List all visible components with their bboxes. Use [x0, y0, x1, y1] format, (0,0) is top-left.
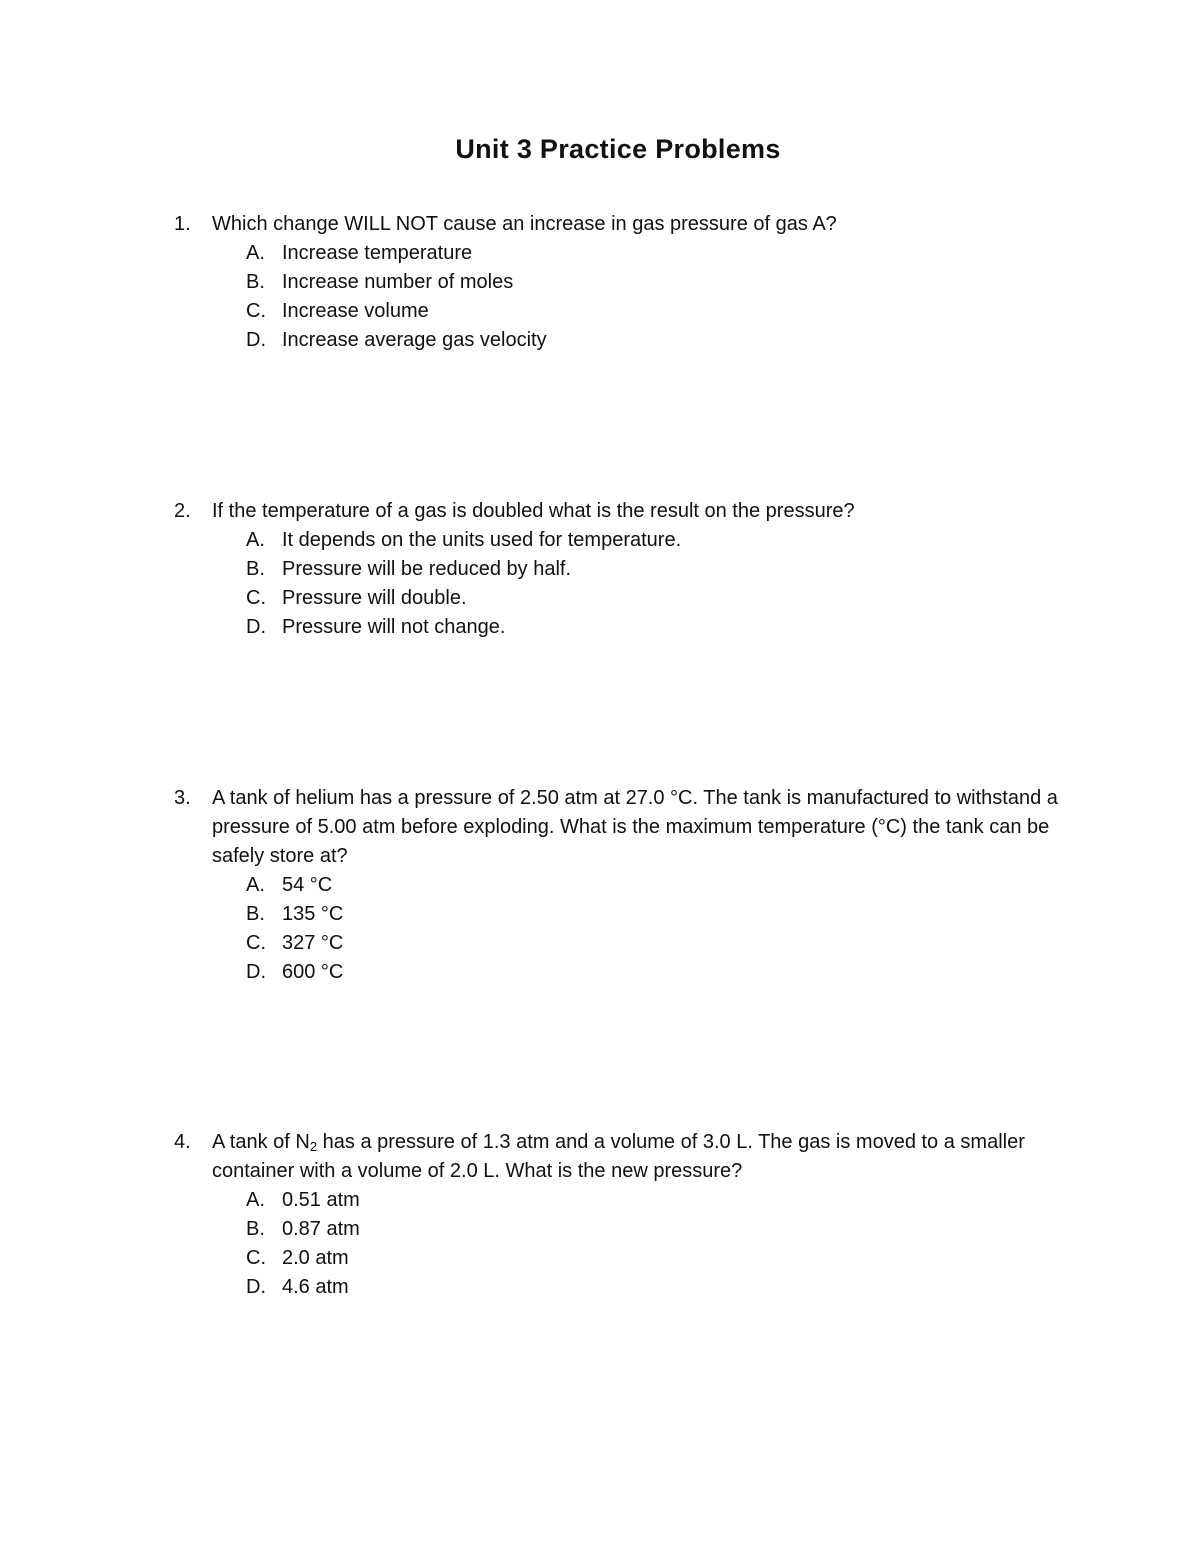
option-letter: C. — [246, 932, 266, 954]
option-letter: A. — [246, 874, 265, 896]
option-letter: A. — [246, 529, 265, 551]
option-letter: D. — [246, 961, 266, 983]
question-text — [212, 1128, 1074, 1186]
option-text: It depends on the units used for temperature. — [282, 529, 682, 551]
answer-option — [174, 958, 1074, 987]
question-number: 1. — [174, 213, 191, 235]
page-title: Unit 3 Practice Problems — [455, 134, 781, 164]
option-text: Pressure will be reduced by half. — [282, 558, 572, 580]
question-number: 3. — [174, 787, 191, 809]
option-text: 327 °C — [282, 932, 344, 954]
option-text: Pressure will double. — [282, 587, 467, 609]
answer-options — [174, 871, 1074, 987]
question-stem — [174, 210, 1074, 239]
question-3 — [174, 784, 1074, 987]
option-letter: A. — [246, 1189, 265, 1211]
answer-option — [174, 555, 1074, 584]
question-stem — [174, 497, 1074, 526]
option-letter: D. — [246, 616, 266, 638]
option-letter: C. — [246, 587, 266, 609]
option-text: 0.51 atm — [282, 1189, 360, 1211]
question-text: Which change WILL NOT cause an increase in gas pressure of gas A? — [212, 213, 837, 235]
option-letter: C. — [246, 1247, 266, 1269]
answer-options — [174, 526, 1074, 642]
question-stem — [174, 1128, 1074, 1186]
question-stem — [174, 784, 1074, 871]
option-text: 4.6 atm — [282, 1276, 349, 1298]
option-text: Increase volume — [282, 300, 429, 322]
answer-option — [174, 268, 1074, 297]
question-text: If the temperature of a gas is doubled what is the result on the pressure? — [212, 500, 855, 522]
option-text: Pressure will not change. — [282, 616, 506, 638]
option-text: 600 °C — [282, 961, 344, 983]
option-letter: B. — [246, 558, 265, 580]
option-text: 54 °C — [282, 874, 333, 896]
answer-option — [174, 297, 1074, 326]
option-letter: B. — [246, 271, 265, 293]
question-1 — [174, 210, 1074, 355]
answer-option — [174, 239, 1074, 268]
option-letter: D. — [246, 329, 266, 351]
subscript-2: 2 — [309, 1139, 318, 1154]
answer-option — [174, 1215, 1074, 1244]
question-number: 4. — [174, 1131, 191, 1153]
answer-options — [174, 1186, 1074, 1302]
answer-option — [174, 526, 1074, 555]
answer-option — [174, 1186, 1074, 1215]
answer-options — [174, 239, 1074, 355]
answer-option — [174, 929, 1074, 958]
question-number: 2. — [174, 500, 191, 522]
option-letter: B. — [246, 903, 265, 925]
question-2 — [174, 497, 1074, 642]
option-letter: C. — [246, 300, 266, 322]
question-text: A tank of helium has a pressure of 2.50 atm at 27.0 °C. The tank is manufactured to withstand a pressure of 5.00 atm before exploding. What is the maximum temperature (°C) the tank can be safely store at? — [212, 787, 1058, 867]
answer-option — [174, 1244, 1074, 1273]
option-text: Increase temperature — [282, 242, 473, 264]
question-4 — [174, 1128, 1074, 1302]
option-text: 135 °C — [282, 903, 344, 925]
answer-option — [174, 584, 1074, 613]
question-text-start: A tank of N — [212, 1131, 310, 1153]
option-text: Increase number of moles — [282, 271, 514, 293]
option-letter: D. — [246, 1276, 266, 1298]
question-text-end: has a pressure of 1.3 atm and a volume of 3.0 L. The gas is moved to a smaller container with a volume of 2.0 L. What is the new pressure? — [212, 1131, 1025, 1182]
answer-option — [174, 326, 1074, 355]
option-text: 0.87 atm — [282, 1218, 360, 1240]
answer-option — [174, 613, 1074, 642]
option-letter: B. — [246, 1218, 265, 1240]
answer-option — [174, 871, 1074, 900]
option-text: Increase average gas velocity — [282, 329, 547, 351]
answer-option — [174, 900, 1074, 929]
option-letter: A. — [246, 242, 265, 264]
answer-option — [174, 1273, 1074, 1302]
option-text: 2.0 atm — [282, 1247, 349, 1269]
